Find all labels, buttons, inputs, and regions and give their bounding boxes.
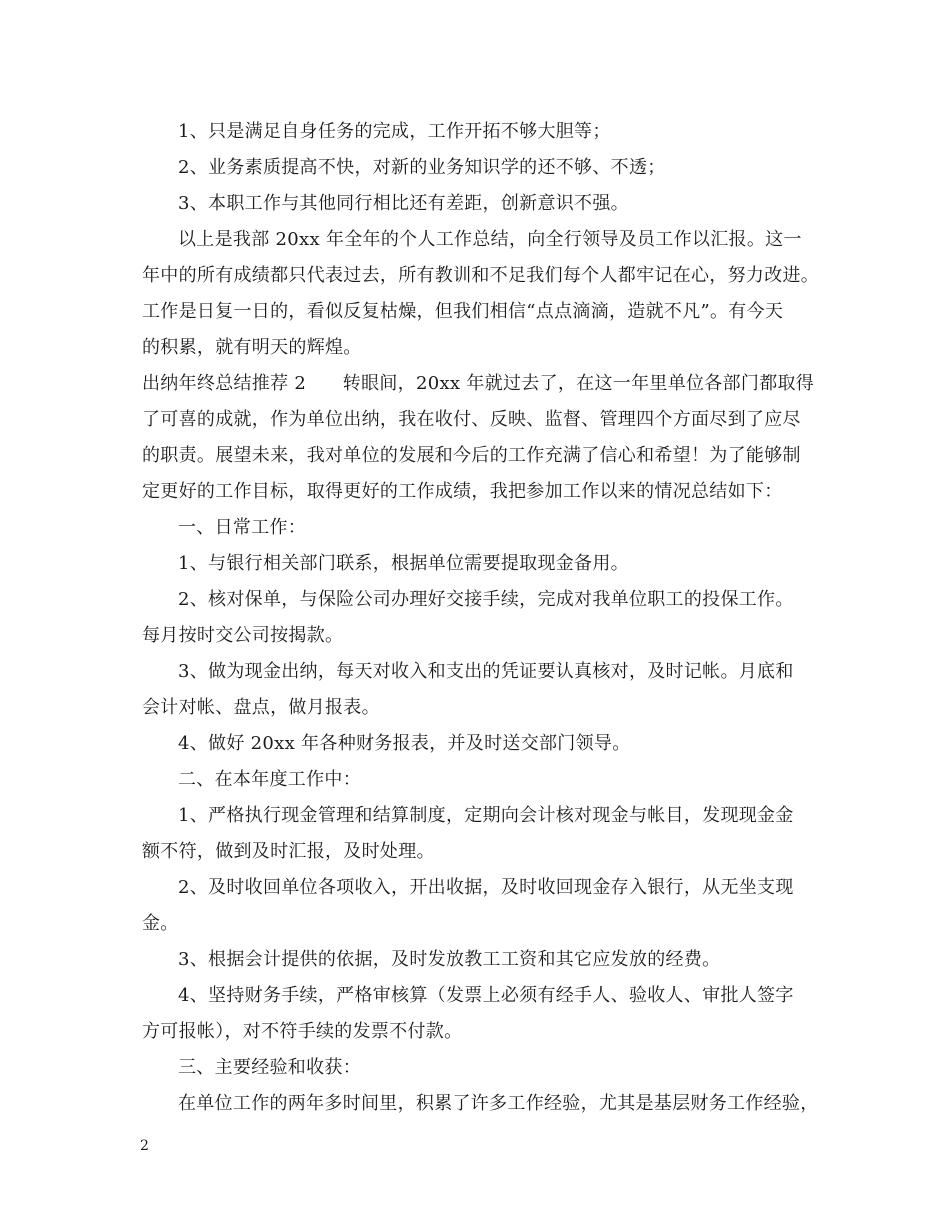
text-line: 1、只是满足自身任务的完成，工作开拓不够大胆等； <box>178 121 611 142</box>
text-line: 2、业务素质提高不快，对新的业务知识学的还不够、不透； <box>178 157 666 178</box>
heading-experience: 三、主要经验和收获： <box>178 1057 361 1078</box>
heading-daily-work: 一、日常工作： <box>178 517 307 538</box>
text-line: 1、严格执行现金管理和结算制度，定期向会计核对现金与帐目，发现现金金 <box>178 805 794 826</box>
text-line: 定更好的工作目标，取得更好的工作成绩，我把参加工作以来的情况总结如下： <box>142 481 783 502</box>
text-line: 4、坚持财务手续，严格审核算（发票上必须有经手人、验收人、审批人签字 <box>178 985 794 1006</box>
text-line: 4、做好 20xx 年各种财务报表，并及时送交部门领导。 <box>178 733 631 754</box>
text-line: 年中的所有成绩都只代表过去，所有教训和不足我们每个人都牢记在心，努力改进。 <box>142 265 820 286</box>
text-line: 在单位工作的两年多时间里，积累了许多工作经验，尤其是基层财务工作经验， <box>178 1093 819 1114</box>
text-line: 了可喜的成就，作为单位出纳，我在收付、反映、监督、管理四个方面尽到了应尽 <box>142 409 801 430</box>
page-number: 2 <box>140 1138 149 1154</box>
section-heading-line: 出纳年终总结推荐 2 转眼间，20xx 年就过去了，在这一年里单位各部门都取得 <box>142 373 815 394</box>
text-line: 会计对帐、盘点，做月报表。 <box>142 697 380 718</box>
text-line: 2、核对保单，与保险公司办理好交接手续，完成对我单位职工的投保工作。 <box>178 589 794 610</box>
text-line: 工作是日复一日的，看似反复枯燥，但我们相信“点点滴滴，造就不凡”。有今天 <box>142 301 784 322</box>
text-line: 3、做为现金出纳，每天对收入和支出的凭证要认真核对，及时记帐。月底和 <box>178 661 794 682</box>
text-line: 以上是我部 20xx 年全年的个人工作总结，向全行领导及员工作以汇报。这一 <box>178 229 802 250</box>
text-line: 3、根据会计提供的依据，及时发放教工工资和其它应发放的经费。 <box>178 949 721 970</box>
text-line: 方可报帐），对不符手续的发票不付款。 <box>142 1021 463 1042</box>
text-line: 每月按时交公司按揭款。 <box>142 625 344 646</box>
heading-this-year: 二、在本年度工作中： <box>178 769 361 790</box>
text-line: 金。 <box>142 913 179 934</box>
text-line: 的积累，就有明天的辉煌。 <box>142 337 362 358</box>
text-line: 2、及时收回单位各项收入，开出收据，及时收回现金存入银行，从无坐支现 <box>178 877 794 898</box>
text-line: 1、与银行相关部门联系，根据单位需要提取现金备用。 <box>178 553 629 574</box>
text-line: 额不符，做到及时汇报，及时处理。 <box>142 841 435 862</box>
text-line: 3、本职工作与其他同行相比还有差距，创新意识不强。 <box>178 193 629 214</box>
text-line: 的职责。展望未来，我对单位的发展和今后的工作充满了信心和希望！为了能够制 <box>142 445 801 466</box>
